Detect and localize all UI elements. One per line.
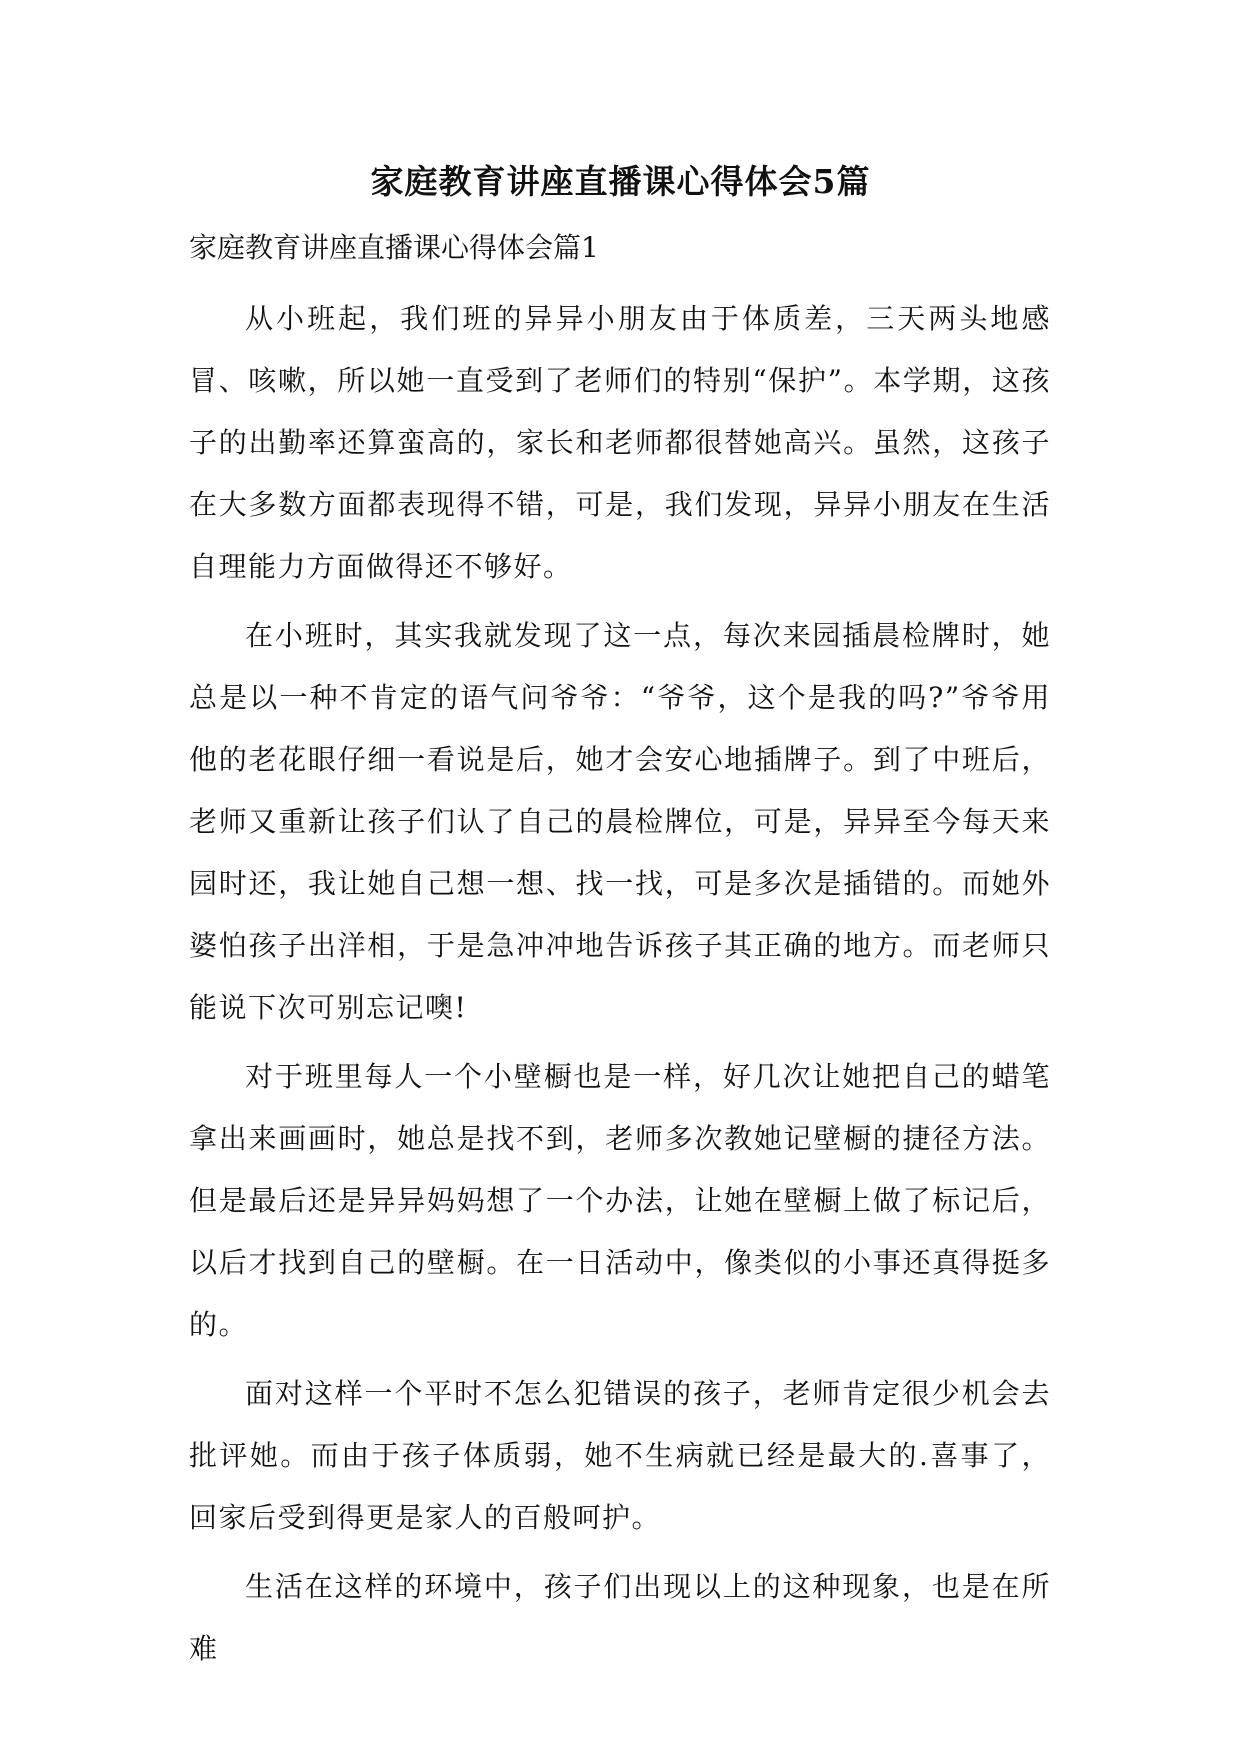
document-title: 家庭教育讲座直播课心得体会5篇 (370, 162, 871, 201)
paragraph: 生活在这样的环境中，孩子们出现以上的这种现象，也是在所难 (189, 1570, 1051, 1665)
paragraph: 从小班起，我们班的异异小朋友由于体质差，三天两头地感冒、咳嗽，所以她一直受到了老师们的特别“保护”。本学期，这孩子的出勤率还算蛮高的，家长和老师都很替她高兴。虽然，这孩子在大多数方面都表现得不错，可是，我们发现，异异小朋友在生活自理能力方面做得还不够好。 (189, 302, 1051, 583)
paragraph: 在小班时，其实我就发现了这一点，每次来园插晨检牌时，她总是以一种不肯定的语气问爷爷：“爷爷，这个是我的吗?”爷爷用他的老花眼仔细一看说是后，她才会安心地插牌子。到了中班后，老师又重新让孩子们认了自己的晨检牌位，可是，异异至今每天来园时还，我让她自己想一想、找一找，可是多次是插错的。而她外婆怕孩子出洋相，于是急冲冲地告诉孩子其正确的地方。而老师只能说下次可别忘记噢! (189, 619, 1051, 1024)
document-body (189, 288, 1051, 1687)
paragraph: 对于班里每人一个小壁橱也是一样，好几次让她把自己的蜡笔拿出来画画时，她总是找不到，老师多次教她记壁橱的捷径方法。但是最后还是异异妈妈想了一个办法，让她在壁橱上做了标记后，以后才找到自己的壁橱。在一日活动中，像类似的小事还真得挺多的。 (189, 1060, 1051, 1341)
paragraph: 面对这样一个平时不怎么犯错误的孩子，老师肯定很少机会去批评她。而由于孩子体质弱，她不生病就已经是最大的.喜事了，回家后受到得更是家人的百般呵护。 (189, 1377, 1051, 1534)
section-heading: 家庭教育讲座直播课心得体会篇1 (189, 231, 599, 264)
